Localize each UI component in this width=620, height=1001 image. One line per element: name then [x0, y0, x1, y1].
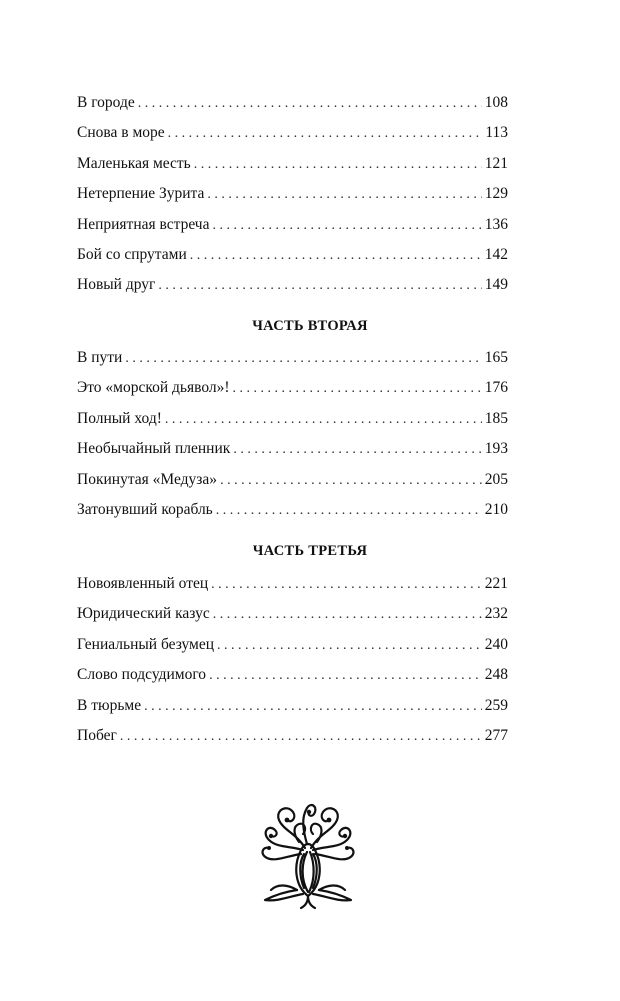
toc-entry-page: 149	[484, 276, 508, 294]
part-three-heading: ЧАСТЬ ТРЕТЬЯ	[252, 543, 368, 559]
toc-entry-title: Это «морской дьявол»!	[77, 379, 230, 397]
toc-entry-title: Нетерпение Зурита	[77, 185, 205, 203]
toc-part-two-list	[77, 343, 508, 525]
dot-leader	[120, 722, 482, 752]
toc-entry	[77, 434, 508, 464]
dot-leader	[207, 180, 481, 210]
toc-entry-page: 165	[484, 349, 508, 366]
dot-leader	[125, 344, 481, 374]
toc-entry	[77, 210, 508, 240]
toc-part-three-list	[77, 569, 508, 751]
toc-entry-page: 129	[484, 185, 508, 203]
toc-entry-page: 176	[484, 379, 508, 397]
toc-entry	[77, 721, 508, 751]
toc-entry-page: 136	[484, 215, 508, 233]
dot-leader	[216, 496, 482, 526]
toc-entry	[77, 599, 508, 629]
dot-leader	[138, 89, 482, 119]
toc-entry	[77, 404, 508, 434]
toc-entry-page: 232	[484, 605, 508, 623]
toc-entry	[77, 373, 508, 403]
toc-entry	[77, 88, 508, 118]
dot-leader	[190, 241, 482, 271]
toc-entry-title: Затонувший корабль	[77, 500, 213, 518]
toc-entry	[77, 691, 508, 721]
dot-leader	[217, 631, 482, 661]
dot-leader	[220, 466, 482, 496]
dot-leader	[233, 374, 482, 404]
toc-entry-title: Новоявленный отец	[77, 575, 209, 592]
floral-vignette-icon	[257, 800, 359, 912]
dot-leader	[211, 570, 482, 600]
toc-entry-title: Гениальный безумец	[77, 635, 215, 653]
toc-entry-title: Бой со спрутами	[77, 245, 187, 263]
dot-leader	[158, 271, 481, 301]
toc-entry-title: Слово подсудимого	[77, 666, 207, 684]
toc-entry-title: Неприятная встреча	[77, 215, 210, 233]
part-two-heading: ЧАСТЬ ВТОРАЯ	[252, 318, 368, 334]
toc-entry	[77, 495, 508, 525]
dot-leader	[233, 435, 481, 465]
toc-entry	[77, 149, 508, 179]
toc-entry-title: Побег	[77, 726, 117, 744]
toc-entry-page: 210	[484, 500, 508, 518]
toc-entry-page: 277	[484, 726, 508, 744]
toc-entry	[77, 270, 508, 300]
toc-entry-page: 142	[484, 245, 508, 263]
toc-entry	[77, 465, 508, 495]
toc-part-one-list	[77, 88, 508, 301]
toc-entry-page: 113	[485, 124, 508, 142]
toc-entry	[77, 660, 508, 690]
toc-entry	[77, 630, 508, 660]
toc-entry-page: 221	[484, 575, 508, 592]
toc-entry-title: Полный ход!	[77, 409, 162, 427]
toc-entry-page: 185	[484, 409, 508, 427]
toc-entry	[77, 179, 508, 209]
toc-entry-page: 248	[484, 666, 508, 684]
dot-leader	[194, 150, 482, 180]
toc-entry-title: В тюрьме	[77, 696, 142, 714]
toc-entry-title: В городе	[77, 94, 135, 111]
toc-entry-page: 108	[484, 94, 508, 111]
toc-entry	[77, 569, 508, 599]
toc-entry	[77, 343, 508, 373]
dot-leader	[213, 600, 482, 630]
toc-entry-title: Снова в море	[77, 124, 165, 142]
toc-entry-page: 205	[484, 470, 508, 488]
toc-entry-title: Покинутая «Медуза»	[77, 470, 218, 488]
dot-leader	[144, 692, 482, 722]
toc-entry-page: 193	[484, 440, 508, 458]
dot-leader	[212, 211, 481, 241]
toc-entry-title: Новый друг	[77, 276, 156, 294]
toc-entry-page: 121	[484, 154, 508, 172]
toc-entry-title: Маленькая месть	[77, 154, 191, 172]
dot-leader	[168, 119, 483, 149]
toc-entry	[77, 118, 508, 148]
dot-leader	[209, 661, 482, 691]
dot-leader	[165, 405, 482, 435]
toc-entry-title: В пути	[77, 349, 123, 366]
toc-entry-page: 259	[484, 696, 508, 714]
toc-entry	[77, 240, 508, 270]
toc-entry-title: Юридический казус	[77, 605, 210, 623]
toc-entry-page: 240	[484, 635, 508, 653]
toc-entry-title: Необычайный пленник	[77, 440, 231, 458]
